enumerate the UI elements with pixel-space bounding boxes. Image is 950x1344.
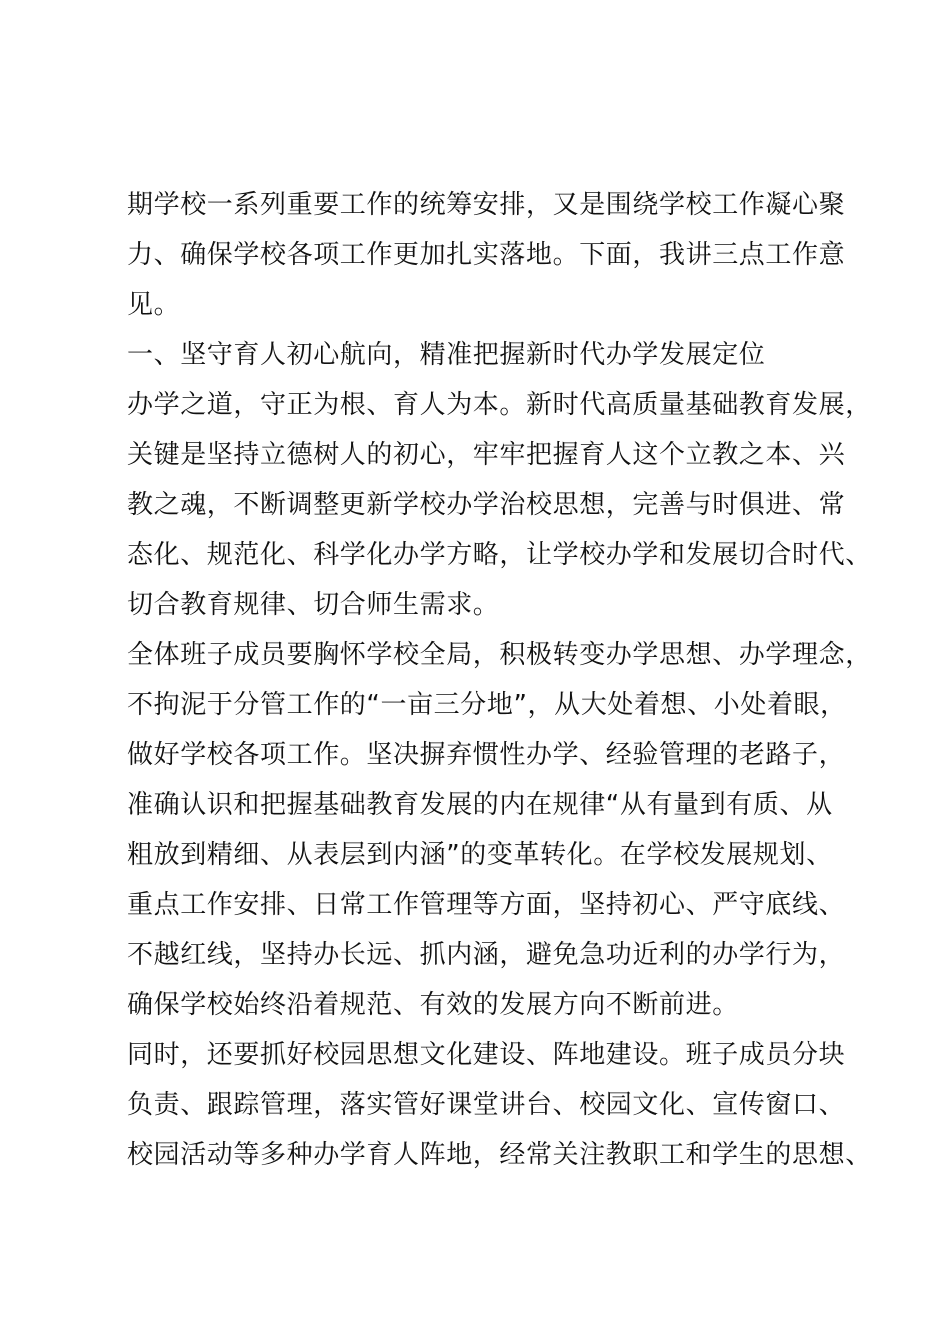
body-text-line: 不拘泥于分管工作的“一亩三分地”，从大处着想、小处着眼， [127,690,847,720]
body-text-line: 期学校一系列重要工作的统筹安排，又是围绕学校工作凝心聚 [127,190,846,220]
body-text-line: 校园活动等多种办学育人阵地，经常关注教职工和学生的思想、 [127,1140,872,1170]
section-heading: 一、坚守育人初心航向，精准把握新时代办学发展定位 [127,340,766,370]
body-text-line: 重点工作安排、日常工作管理等方面，坚持初心、严守底线、 [127,890,846,920]
body-text-line: 确保学校始终沿着规范、有效的发展方向不断前进。 [127,990,739,1020]
body-text-line: 不越红线，坚持办长远、抓内涵，避免急功近利的办学行为， [127,940,846,970]
body-text-line: 态化、规范化、科学化办学方略，让学校办学和发展切合时代、 [127,540,872,570]
body-text-line: 准确认识和把握基础教育发展的内在规律“从有量到有质、从 [127,790,833,820]
body-text-line: 负责、跟踪管理，落实管好课堂讲台、校园文化、宣传窗口、 [127,1090,846,1120]
body-text-line: 全体班子成员要胸怀学校全局，积极转变办学思想、办学理念， [127,640,872,670]
body-text-line: 做好学校各项工作。坚决摒弃惯性办学、经验管理的老路子， [127,740,846,770]
body-text-line: 教之魂，不断调整更新学校办学治校思想，完善与时俱进、常 [127,490,846,520]
body-text-line: 同时，还要抓好校园思想文化建设、阵地建设。班子成员分块 [127,1040,846,1070]
body-text-line: 见。 [127,290,181,320]
body-text-line: 切合教育规律、切合师生需求。 [127,590,500,620]
body-text-line: 办学之道，守正为根、育人为本。新时代高质量基础教育发展， [127,390,872,420]
body-text-line: 关键是坚持立德树人的初心，牢牢把握育人这个立教之本、兴 [127,440,846,470]
body-text-line: 粗放到精细、从表层到内涵”的变革转化。在学校发展规划、 [127,840,833,870]
body-text-line: 力、确保学校各项工作更加扎实落地。下面，我讲三点工作意 [127,240,846,270]
